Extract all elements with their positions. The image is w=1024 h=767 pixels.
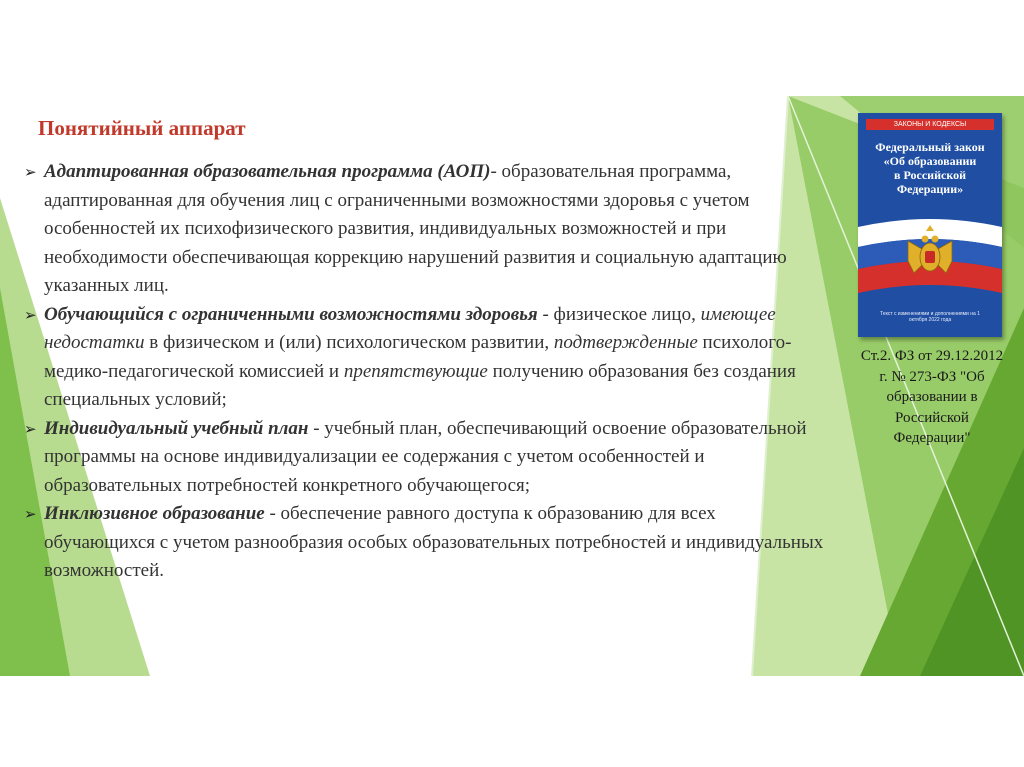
term-definition: подтвержденные xyxy=(553,332,698,353)
book-subtitle: Текст с изменениями и дополнениями на 1 октября 2022 года xyxy=(880,311,980,323)
slide-title: Понятийный аппарат xyxy=(38,116,246,140)
arrow-bullet-icon: ➢ xyxy=(24,305,37,324)
term-title: Адаптированная образовательная программа (АОП) xyxy=(44,161,491,182)
term-definition: препятствующие xyxy=(343,360,488,382)
russian-flag-emblem-icon xyxy=(858,217,1002,297)
slide xyxy=(0,88,1024,676)
law-book-cover xyxy=(858,113,1002,337)
term-individual-plan xyxy=(24,415,824,501)
term-inclusive-education xyxy=(24,500,824,586)
term-title: Обучающийся с ограниченными возможностями здоровья xyxy=(44,303,538,325)
term-definition: - обеспечение равного доступа к образованию для всех обучающихся с учетом разнообразия особых образовательных потребностей и индивидуальных возможностей. xyxy=(44,503,824,581)
term-definition: психолого-медико-педагогической комиссией и xyxy=(44,332,792,382)
term-definition: - физическое лицо, xyxy=(537,303,701,325)
term-ovz-student xyxy=(24,301,824,415)
term-definition: получению образования без создания специальных условий; xyxy=(44,360,796,410)
term-title: Индивидуальный учебный план xyxy=(44,417,309,439)
term-definition: имеющее недостатки xyxy=(44,303,776,353)
term-title: Инклюзивное образование xyxy=(44,503,265,524)
arrow-bullet-icon: ➢ xyxy=(24,419,37,438)
book-title: Федеральный закон «Об образовании в Российской Федерации» xyxy=(875,140,985,196)
terms-list xyxy=(24,158,824,586)
term-definition: - образовательная программа, адаптированная для обучения лиц с ограниченными возможностями здоровья с учетом особенностей их психофизического развития, индивидуальных возможностей и при необходимости обеспечивающая коррекцию нарушений развития и социальную адаптацию указанных лиц. xyxy=(44,161,787,296)
term-definition: в физическом и (или) психологическом развитии, xyxy=(144,332,554,353)
arrow-bullet-icon: ➢ xyxy=(24,505,37,523)
law-citation: Ст.2. ФЗ от 29.12.2012 г. № 273-ФЗ "Об образовании в Российской Федерации" xyxy=(860,348,1004,446)
term-aop xyxy=(24,158,824,301)
book-series-label: ЗАКОНЫ И КОДЕКСЫ xyxy=(866,119,994,130)
arrow-bullet-icon: ➢ xyxy=(24,163,37,181)
term-definition: - учебный план, обеспечивающий освоение образовательной программы на основе индивидуализации ее содержания с учетом особенностей и образовательных потребностей конкретного обучающегося; xyxy=(44,417,807,496)
